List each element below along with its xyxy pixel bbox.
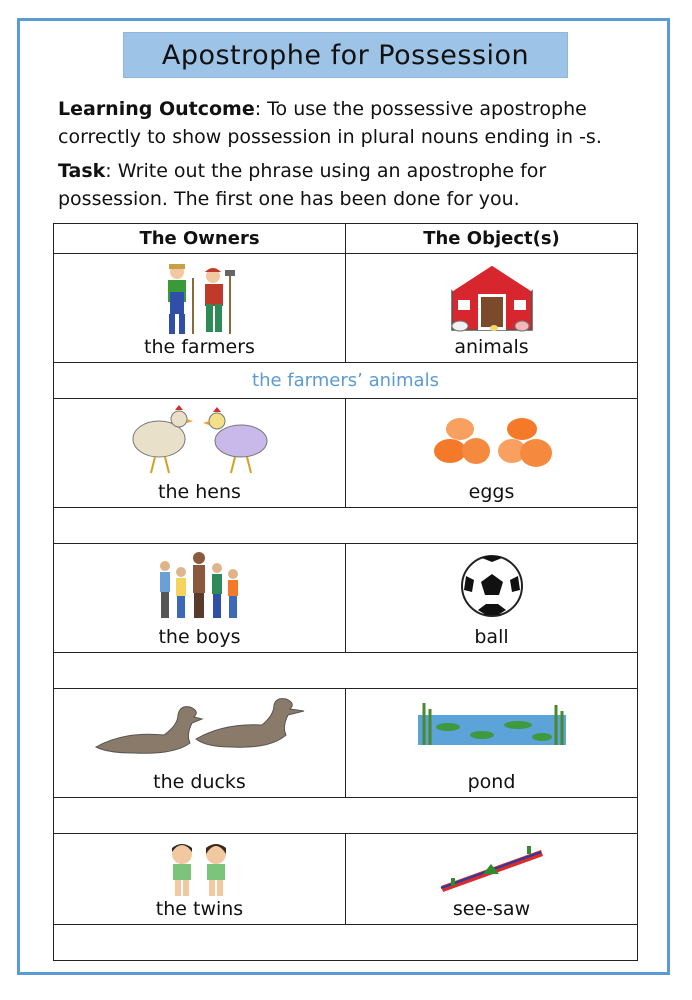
owner-label: the ducks [153, 771, 246, 793]
football-icon [460, 554, 524, 618]
owner-label: the boys [158, 626, 241, 648]
object-cell [346, 834, 638, 925]
owner-cell [54, 254, 346, 363]
table-row [54, 399, 638, 508]
task-label: Task [58, 160, 106, 182]
task-instructions [58, 157, 648, 213]
pond-icon [418, 699, 566, 751]
answer-row [54, 653, 638, 689]
ducks-icon [94, 695, 306, 761]
owner-cell [54, 544, 346, 653]
object-label: see-saw [452, 898, 531, 920]
answer-row [54, 508, 638, 544]
owner-label: the farmers [144, 336, 255, 358]
answer-cell [54, 653, 638, 689]
task-text: : Write out the phrase using an apostrophe for possession. The first one has been done for you. [58, 160, 547, 210]
answer-row [54, 925, 638, 961]
table-header-row [54, 224, 638, 254]
object-cell [346, 399, 638, 508]
answer-row [54, 363, 638, 399]
farmers-icon [155, 260, 245, 338]
boys-icon [155, 550, 245, 620]
page-title: Apostrophe for Possession [123, 32, 568, 78]
answer-cell [54, 798, 638, 834]
barn-animals-icon [438, 260, 546, 336]
header-objects: The Object(s) [346, 224, 638, 254]
owner-label: the hens [158, 481, 241, 503]
learning-outcome [58, 95, 648, 151]
object-cell [346, 544, 638, 653]
object-label: pond [467, 771, 516, 793]
owner-label: the twins [155, 898, 244, 920]
eggs-icon [430, 411, 554, 473]
object-cell [346, 254, 638, 363]
hens-icon [125, 405, 275, 477]
owner-cell [54, 834, 346, 925]
answer-cell [54, 508, 638, 544]
learning-outcome-text: : To use the possessive apostrophe correctly to show possession in plural nouns ending in -s. [58, 98, 602, 148]
header-owners: The Owners [54, 224, 346, 254]
see-saw-icon [437, 840, 547, 898]
answer-cell [54, 925, 638, 961]
table-row [54, 834, 638, 925]
table-row [54, 689, 638, 798]
possession-table [53, 223, 638, 961]
answer-cell: the farmers’ animals [54, 363, 638, 399]
owner-cell [54, 689, 346, 798]
learning-outcome-label: Learning Outcome [58, 98, 255, 120]
object-label: animals [454, 336, 529, 358]
twins-icon [162, 840, 238, 898]
answer-row [54, 798, 638, 834]
owner-cell [54, 399, 346, 508]
table-row [54, 254, 638, 363]
object-label: ball [474, 626, 509, 648]
table-row [54, 544, 638, 653]
object-cell [346, 689, 638, 798]
object-label: eggs [468, 481, 515, 503]
